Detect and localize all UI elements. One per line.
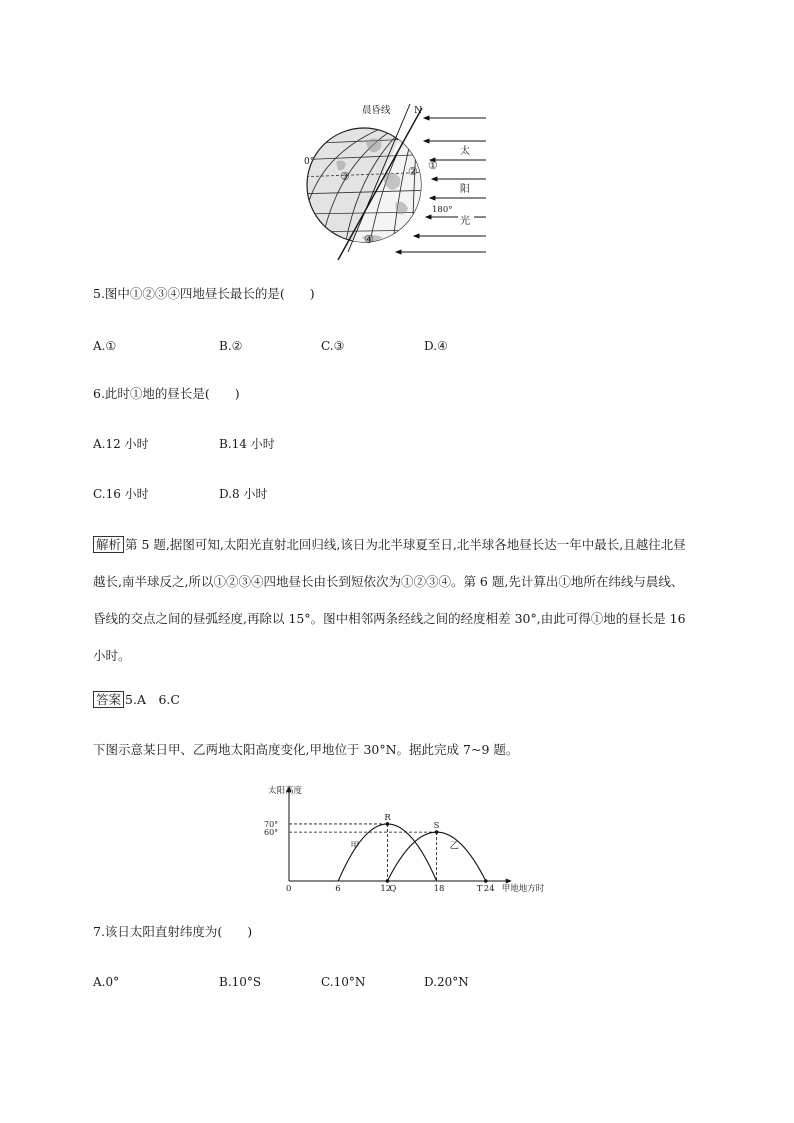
point-label-1: ① [428,159,438,172]
y-tick-label: 60° [264,828,279,838]
answer-line [93,691,180,709]
analysis-tag: 解析 [93,536,124,553]
point-q [386,879,390,883]
q5-option-c[interactable]: C.③ [321,339,345,353]
point-label-q: Q [389,884,397,894]
q6-option-d[interactable]: D.8 小时 [219,487,268,501]
x-axis-label: 甲地地方时 [501,884,545,894]
label-north: N [414,105,423,116]
q6-option-b[interactable]: B.14 小时 [219,437,275,451]
analysis-paragraph [93,526,693,674]
answer-text: 5.A 6.C [125,692,180,707]
x-tick-label: 0 [286,884,292,894]
q5-option-a[interactable]: A.① [93,339,117,353]
y-axis-label: 太阳高度 [268,786,303,796]
q7-option-d[interactable]: D.20°N [424,975,469,989]
x-tick-label: 24 [483,884,495,894]
label-sun-3: 光 [460,216,470,227]
x-tick-label: 18 [433,884,445,894]
series-label-yi: 乙 [449,841,459,852]
label-terminator: 晨昏线 [362,105,391,116]
x-tick-label: 12 [380,884,392,894]
label-180deg: 180° [432,205,453,215]
label-sun-1: 太 [460,146,470,157]
label-0deg: 0° [304,157,315,167]
x-axis-arrow [506,879,512,884]
point-label-r: R [384,812,391,823]
series-curve-jia [338,824,436,881]
q7-option-a[interactable]: A.0° [93,975,120,989]
q5-option-b[interactable]: B.② [219,339,243,353]
x-tick-label: 6 [335,884,341,894]
q6-option-c[interactable]: C.16 小时 [93,487,149,501]
q7-stem: 7.该日太阳直射纬度为( ) [93,924,253,939]
globe-figure [296,102,496,262]
q7-option-c[interactable]: C.10°N [321,975,366,989]
q7-option-b[interactable]: B.10°S [219,975,262,989]
q6-option-a[interactable]: A.12 小时 [93,437,149,451]
q6-stem: 6.此时①地的昼长是( ) [93,386,240,401]
y-tick-label: 70° [264,819,279,829]
sun-altitude-chart [262,780,545,898]
series-label-jia: 甲 [350,841,360,852]
point-label-s: S [433,821,440,832]
point-label-3: ③ [340,170,350,183]
point-label-t: T [476,884,483,894]
answer-tag: 答案 [93,691,124,708]
analysis-text: 第 5 题,据图可知,太阳光直射北回归线,该日为北半球夏至日,北半球各地昼长达一年中最长,且越往北昼越长,南半球反之,所以①②③④四地昼长由长到短依次为①②③④。第 6 题,先计算出①地所在纬线与晨线、昏线的交点之间的昼弧经度,再除以 15°。图中相邻两条经线之间的经度相差 30°,由此可得①地的昼长是 16 小时。 [93,537,686,663]
point-label-4: ④ [364,233,374,246]
label-sun-2: 阳 [460,184,470,195]
point-label-2: ② [408,165,418,178]
q5-option-d[interactable]: D.④ [424,339,448,353]
point-t [484,879,488,883]
q5-stem: 5.图中①②③④四地昼长最长的是( ) [93,286,315,301]
intro-text: 下图示意某日甲、乙两地太阳高度变化,甲地位于 30°N。据此完成 7~9 题。 [93,742,519,757]
